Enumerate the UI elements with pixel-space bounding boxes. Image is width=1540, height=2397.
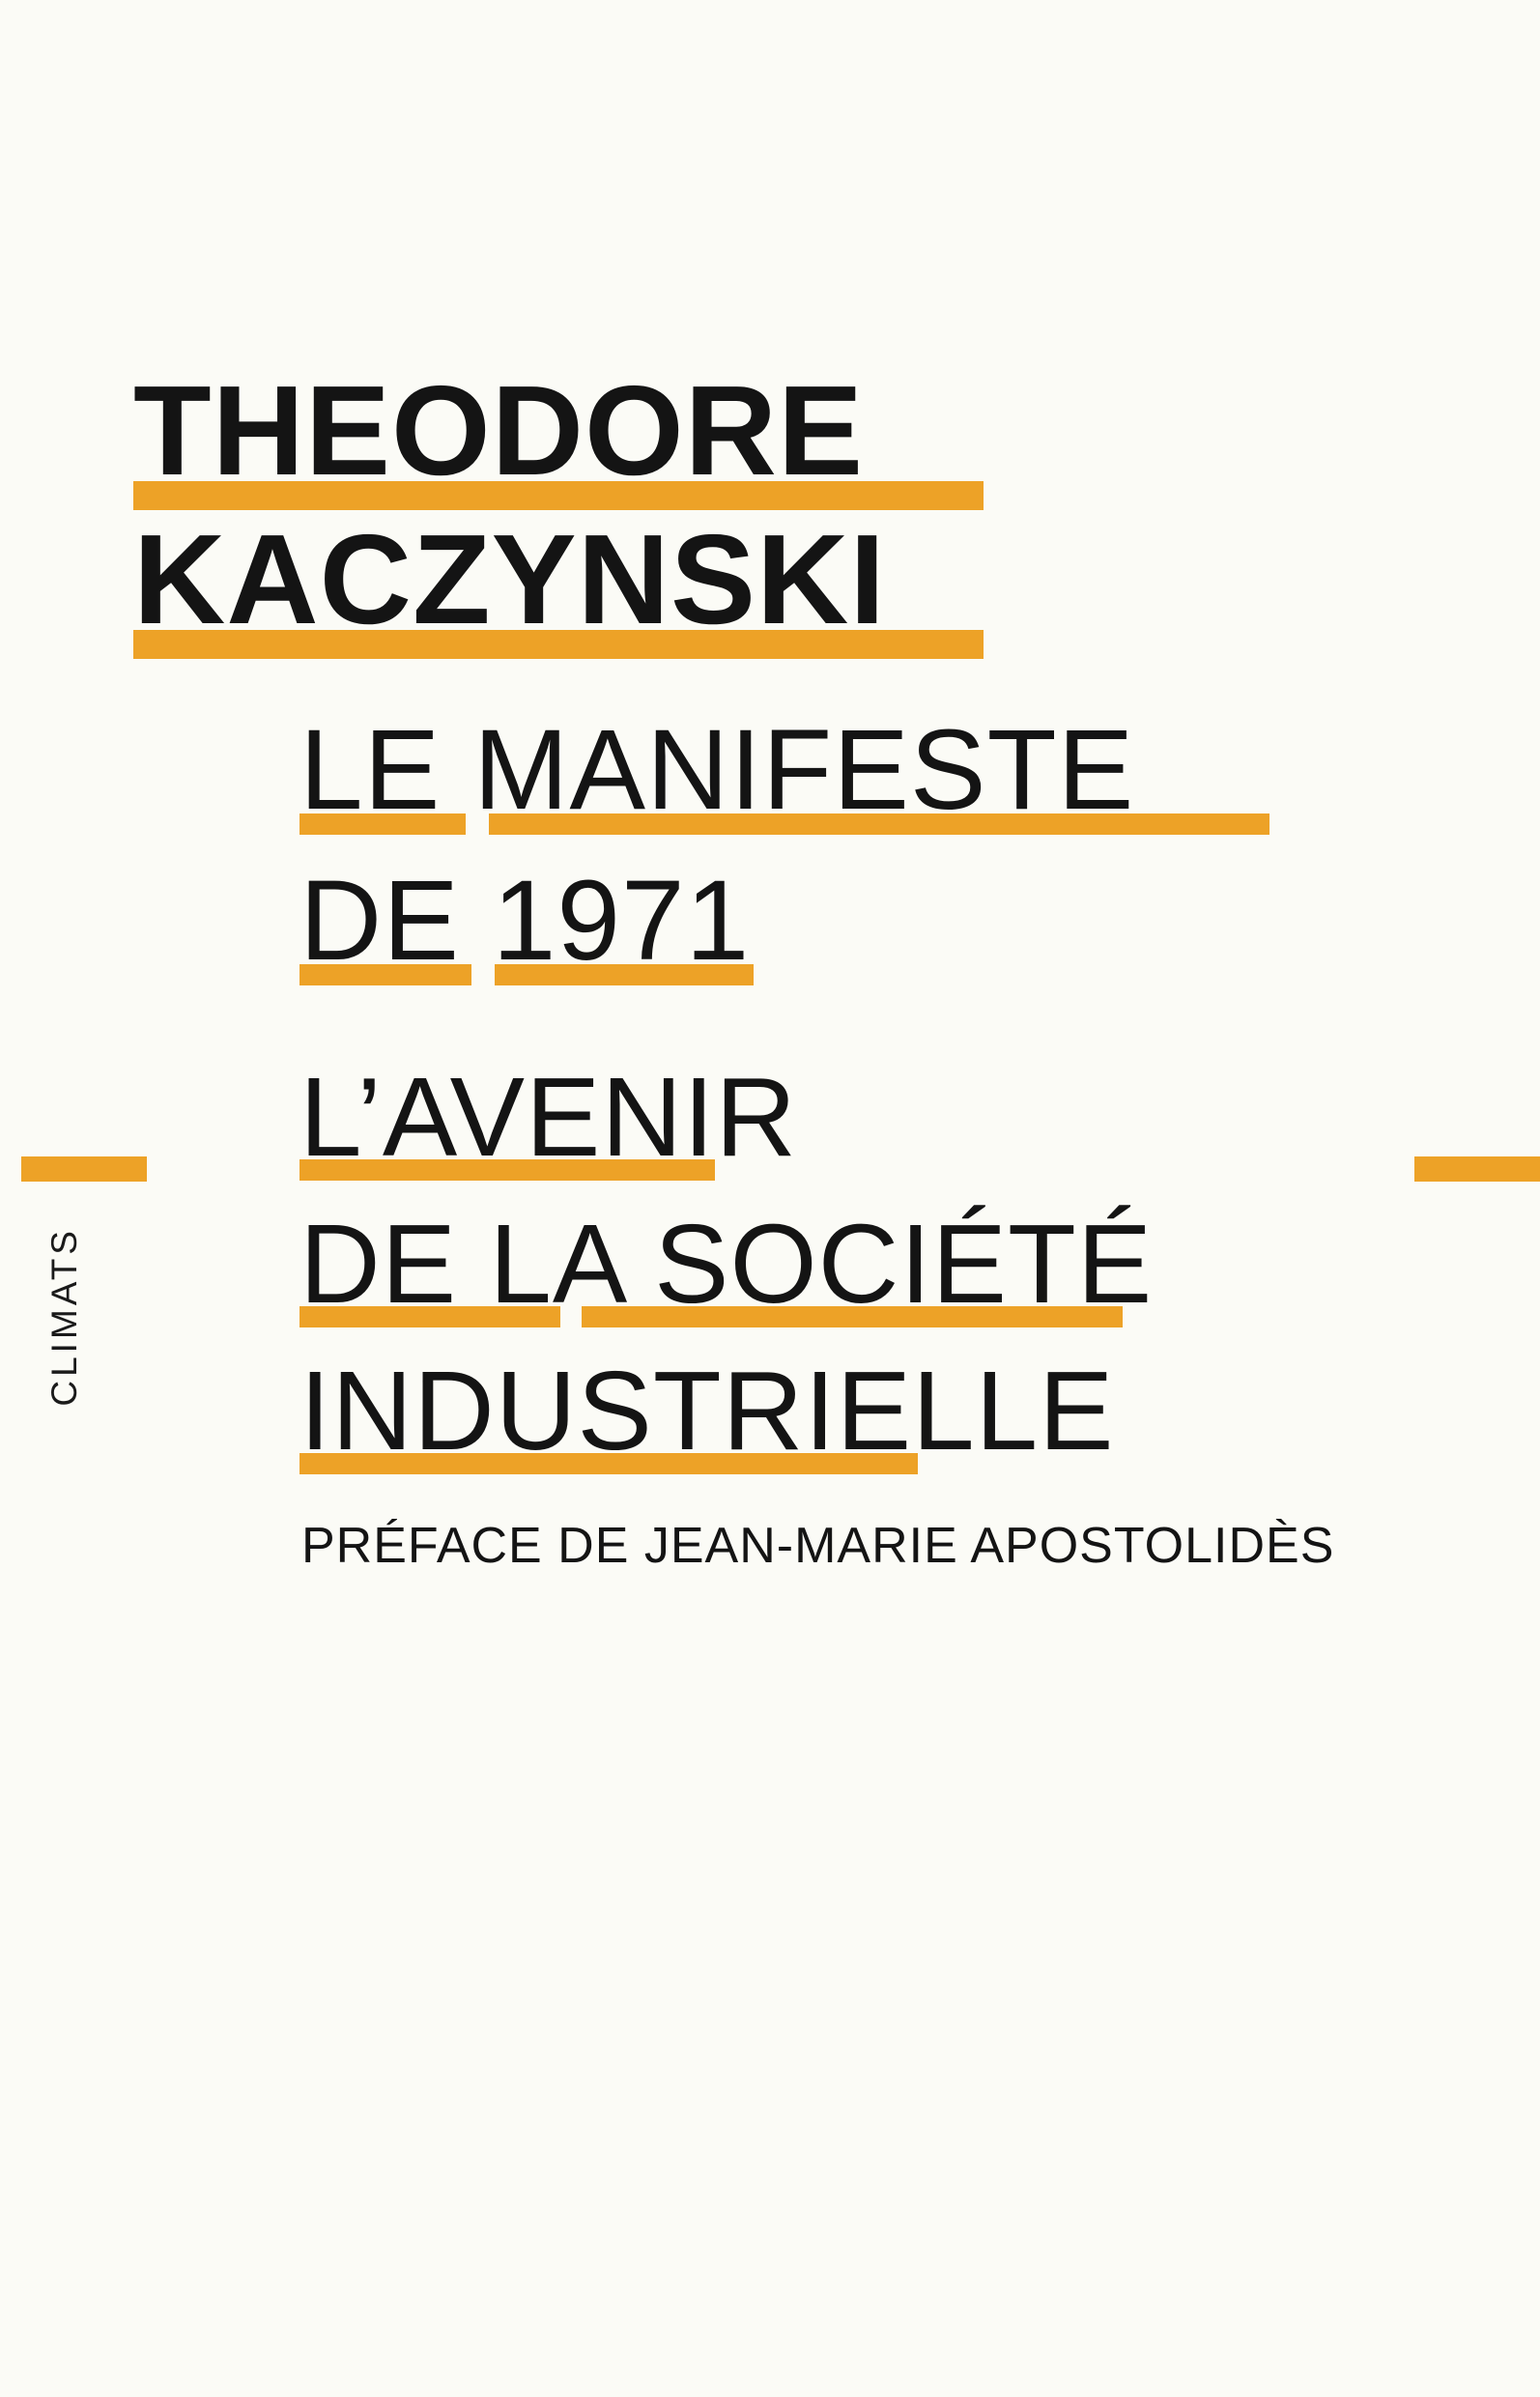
title-line-1 [299,706,1411,834]
author-line-1-text: THEODORE [133,359,865,501]
subtitle-line-3 [299,1348,1411,1473]
title-line-2-text: DE 1971 [299,857,751,984]
subtitle-line-3-text: INDUSTRIELLE [299,1348,1115,1473]
preface-credit: PRÉFACE DE JEAN-MARIE APOSTOLIDÈS [301,1518,1335,1574]
author-line-2 [133,508,1411,650]
subtitle-line-1-text: L’AVENIR [299,1054,798,1180]
subtitle-line-2-text: DE LA SOCIÉTÉ [299,1201,1154,1327]
title-line-2 [299,857,1411,984]
author-line-2-text: KACZYNSKI [133,508,887,650]
cover-text-block [126,359,1411,1575]
subtitle-line-1 [299,1054,1411,1180]
publisher-spine [0,0,145,2397]
publisher-name: CLIMATS [44,1227,84,1407]
accent-bar-right [1414,1156,1540,1182]
author-line-1 [133,359,1411,501]
subtitle-line-2 [299,1201,1411,1327]
title-line-1-text: LE MANIFESTE [299,706,1135,834]
